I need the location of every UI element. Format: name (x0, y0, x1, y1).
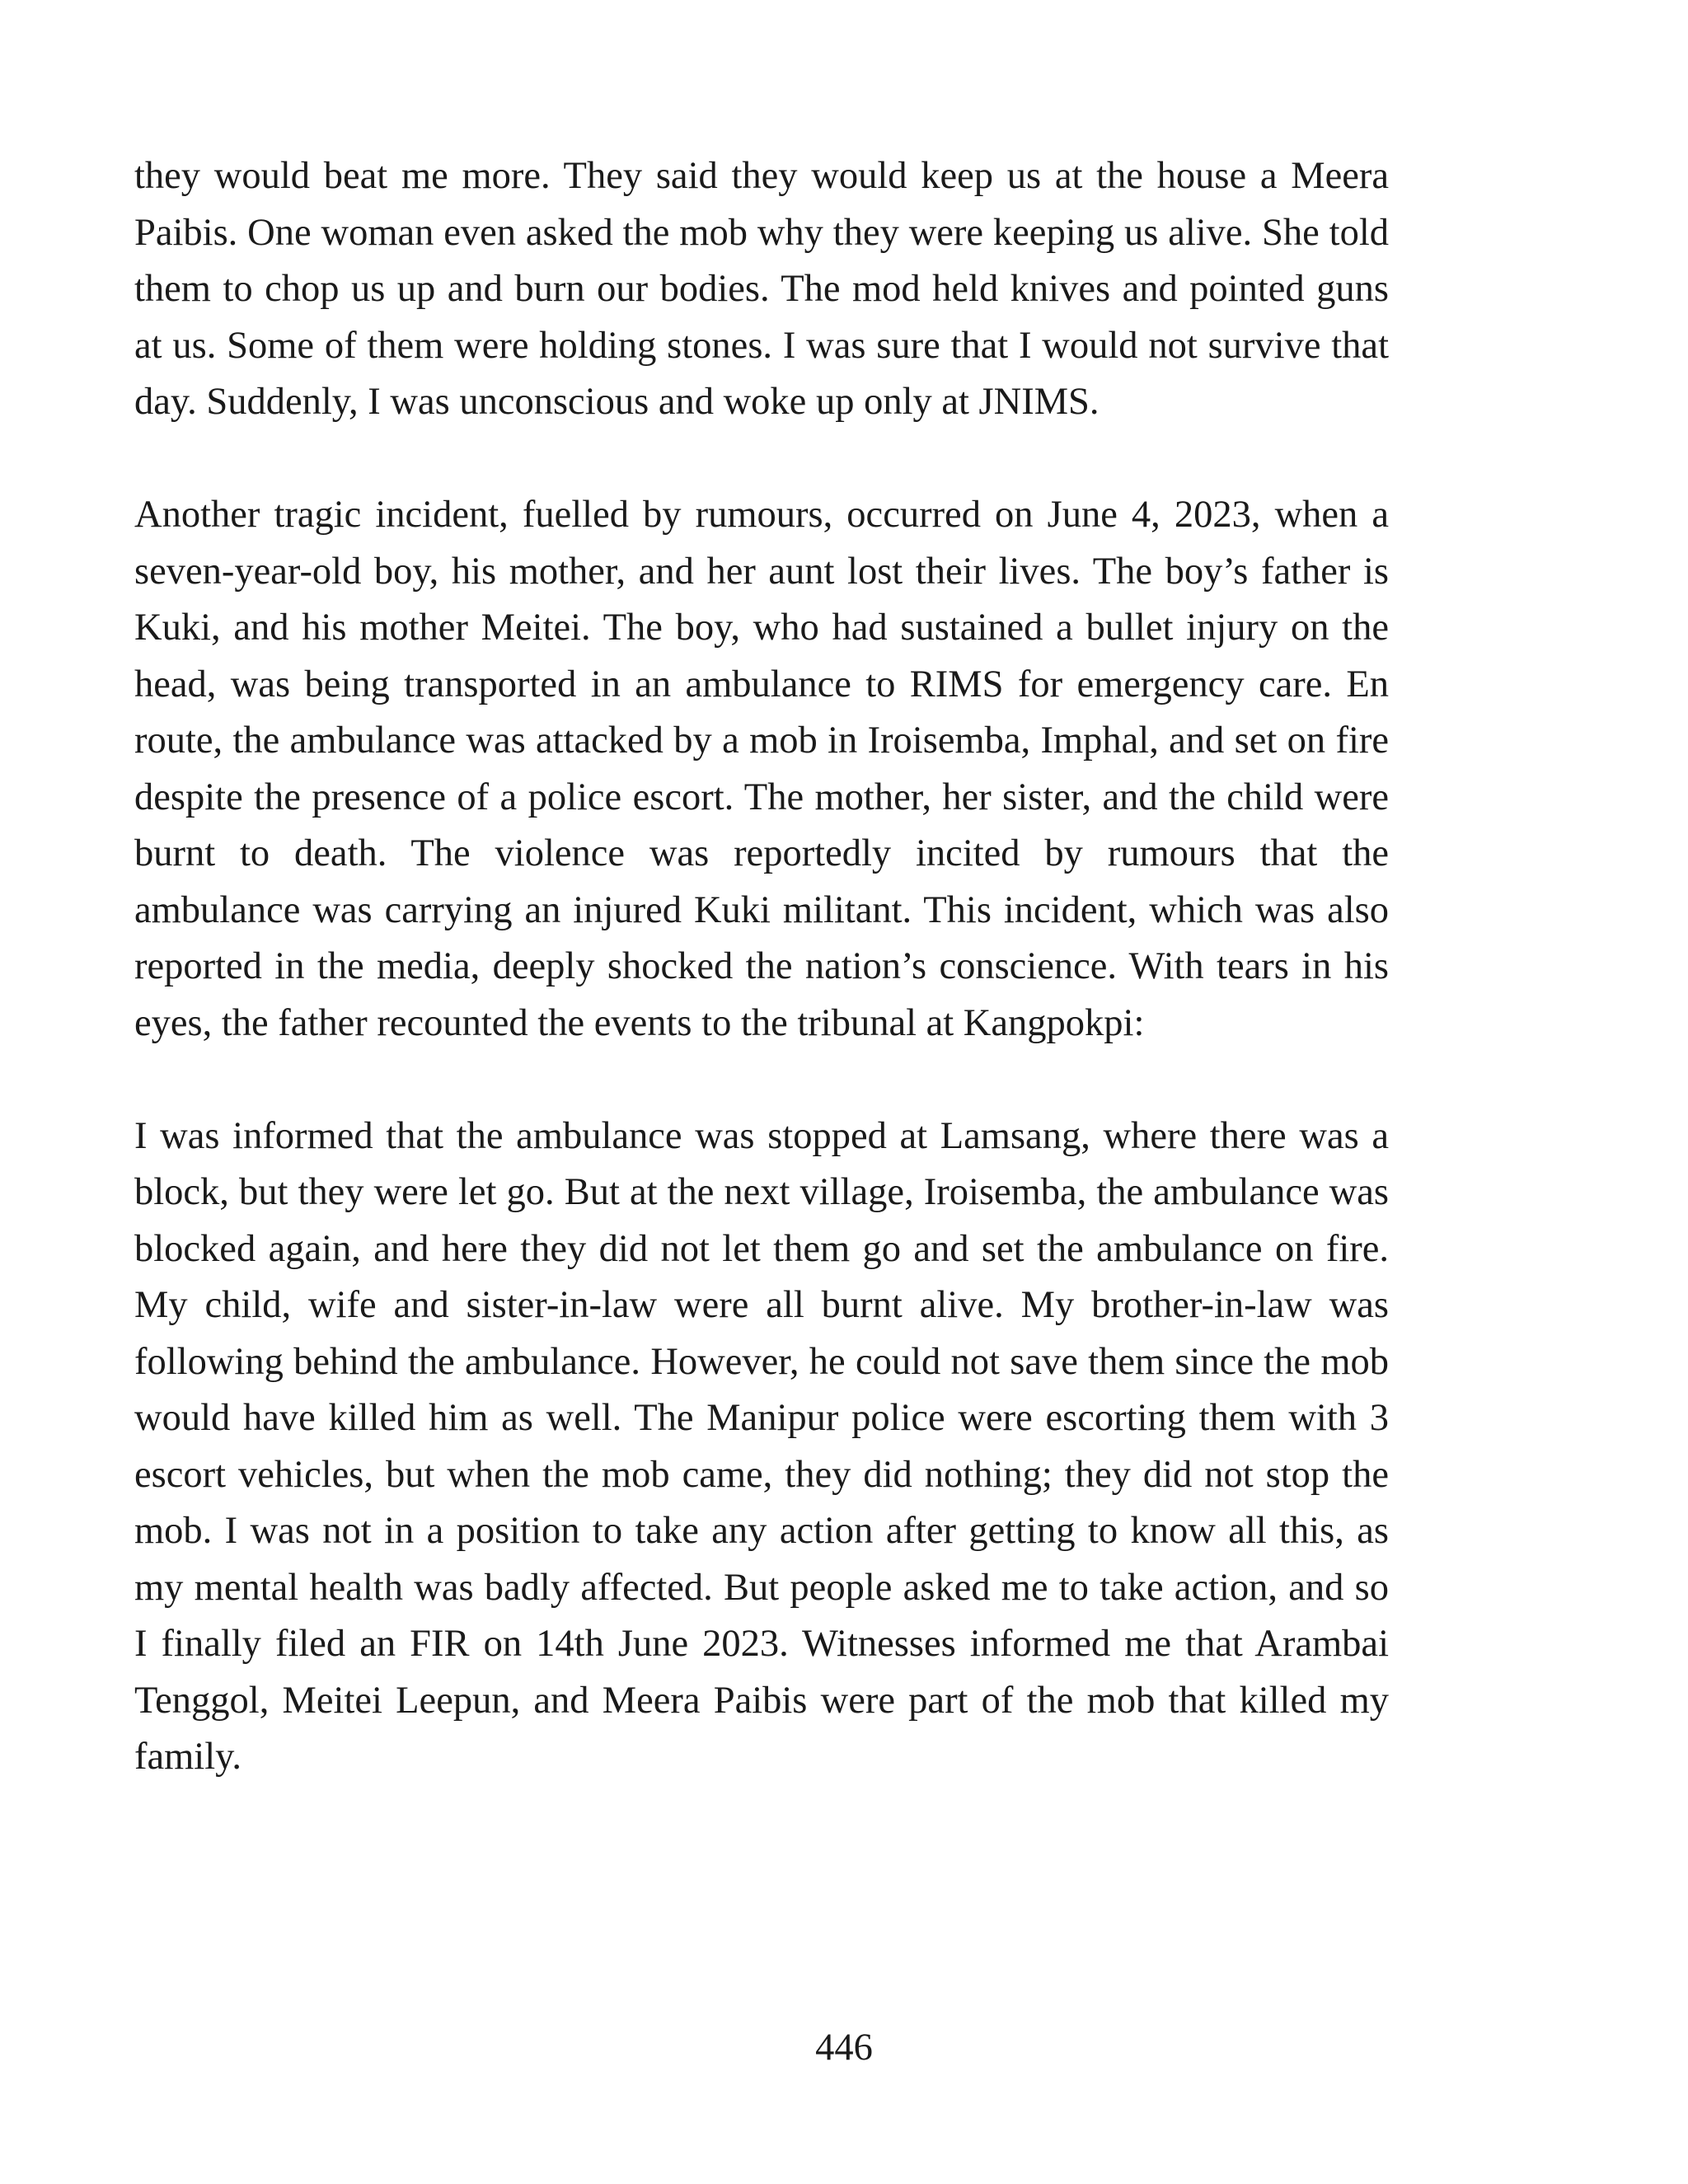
page-body (134, 148, 1389, 1786)
paragraph-gap (134, 431, 1389, 488)
paragraph-testimony-continued: they would beat me more. They said they would keep us at the house a Meera Paibis. One woman even asked the mob why they were keeping us alive. She told them to chop us up and burn our bodies. The mod held knives and pointed guns at us. Some of them were holding stones. I was sure that I would not survive that day. Suddenly, I was unconscious and woke up only at JNIMS. (134, 155, 1389, 423)
paragraph-gap (134, 1052, 1389, 1108)
page-number: 446 (815, 2027, 873, 2069)
paragraph-father-testimony: I was informed that the ambulance was stopped at Lamsang, where there was a block, but they were let go. But at the next village, Iroisemba, the ambulance was blocked again, and here they did not let them go and set the ambulance on fire. My child, wife and sister-in-law were all burnt alive. My brother-in-law was following behind the ambulance. However, he could not save them since the mob would have killed him as well. The Manipur police were escorting them with 3 escort vehicles, but when the mob came, they did nothing; they did not stop the mob. I was not in a position to take any action after getting to know all this, as my mental health was badly affected. But people asked me to take action, and so I finally filed an FIR on 14th June 2023. Witnesses informed me that Arambai Tenggol, Meitei Leepun, and Meera Paibis were part of the mob that killed my family. (134, 1114, 1389, 1778)
paragraph-ambulance-incident: Another tragic incident, fuelled by rumours, occurred on June 4, 2023, when a seven-year-old boy, his mother, and her aunt lost their lives. The boy’s father is Kuki, and his mother Meitei. The boy, who had sustained a bullet injury on the head, was being transported in an ambulance to RIMS for emergency care. En route, the ambulance was attacked by a mob in Iroisemba, Imphal, and set on fire despite the presence of a police escort. The mother, her sister, and the child were burnt to death. The violence was reportedly incited by rumours that the ambulance was carrying an injured Kuki militant. This incident, which was also reported in the media, deeply shocked the nation’s conscience. With tears in his eyes, the father recounted the events to the tribunal at Kangpokpi: (134, 494, 1389, 1044)
